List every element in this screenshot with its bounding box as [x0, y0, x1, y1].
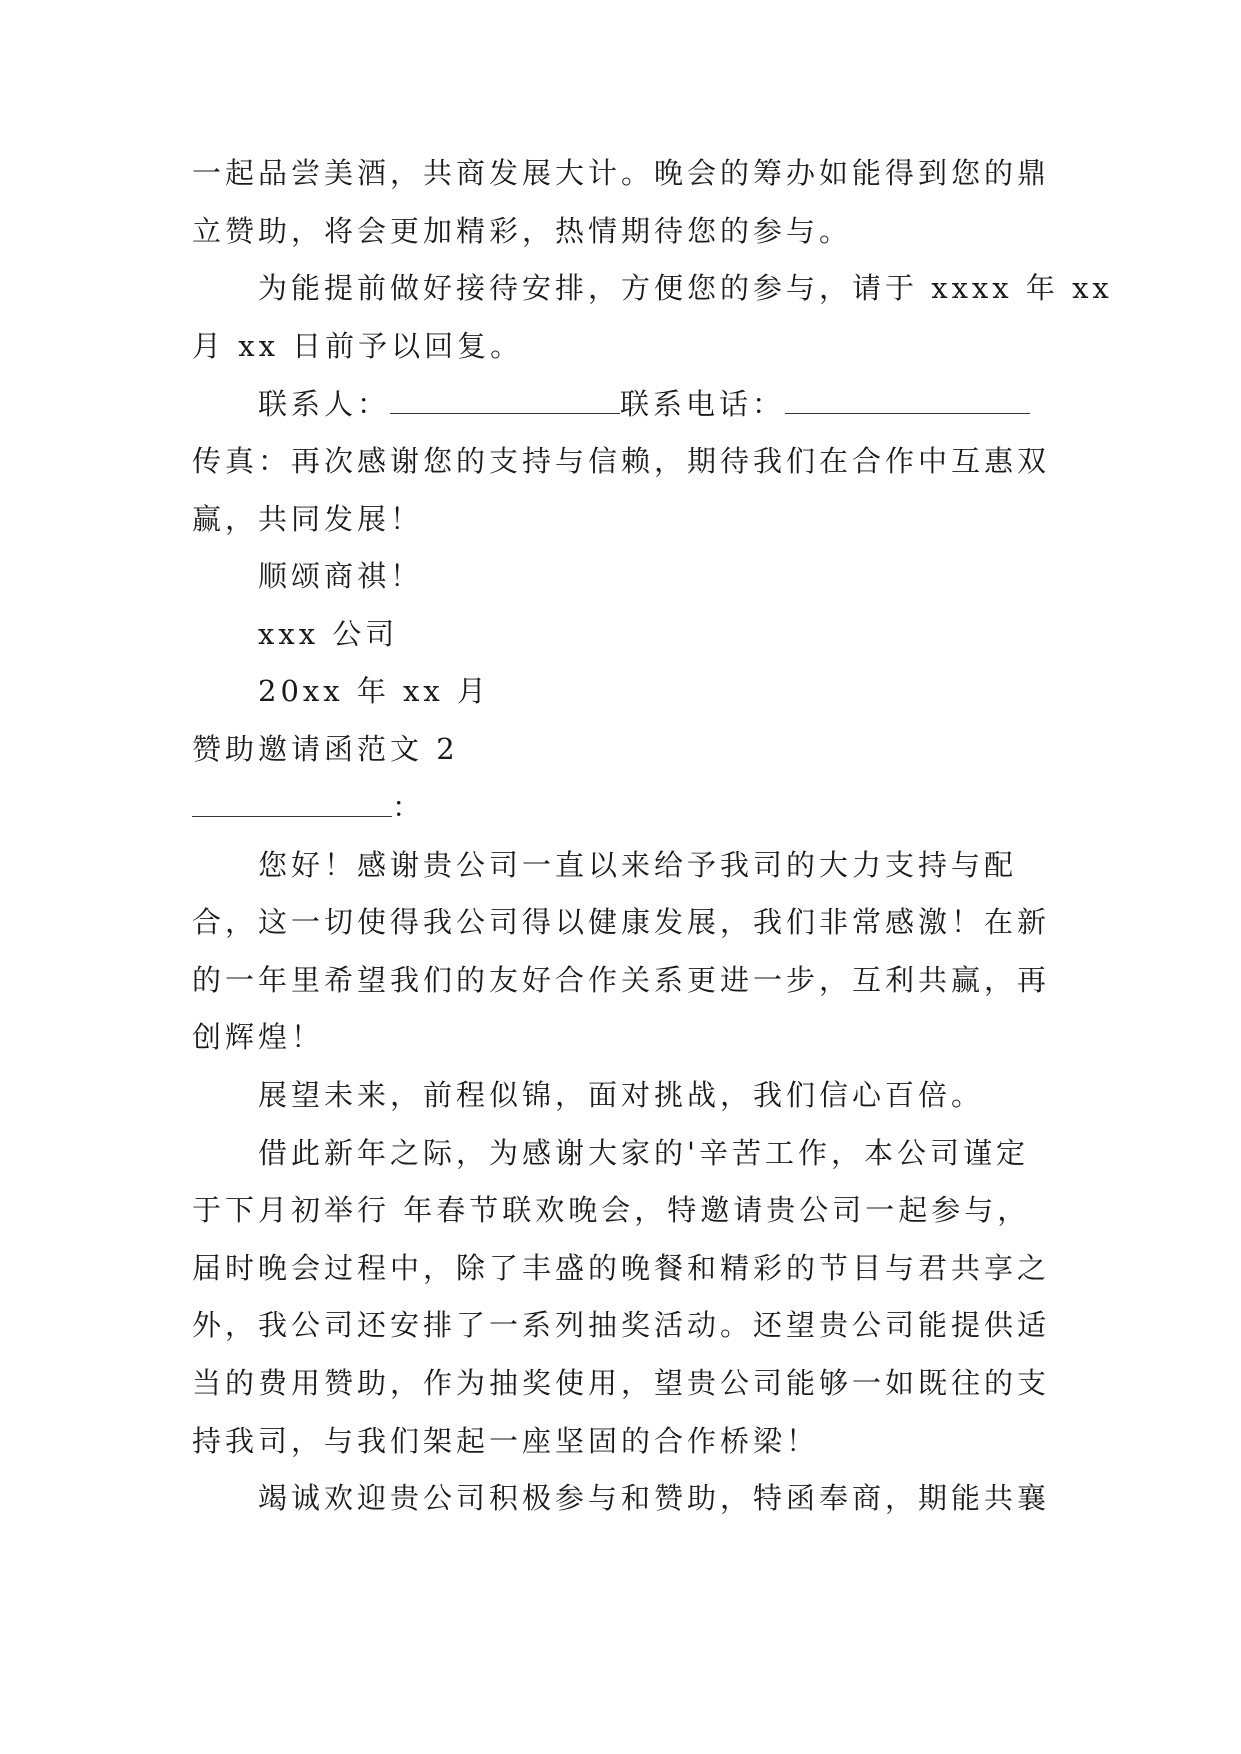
salutation-colon: ： [392, 790, 426, 824]
paragraph-line: 展望未来，前程似锦，面对挑战，我们信心百倍。 [258, 1078, 985, 1112]
salutation-blank [192, 790, 392, 817]
paragraph-line: 一起品尝美酒，共商发展大计。晚会的筹办如能得到您的鼎 [192, 156, 1051, 190]
phone-label: 联系电话： [620, 387, 786, 421]
paragraph-line: 持我司，与我们架起一座坚固的合作桥梁！ [192, 1424, 820, 1458]
paragraph-line: 您好！感谢贵公司一直以来给予我司的大力支持与配 [258, 848, 1018, 882]
signature-company: xxx 公司 [258, 617, 399, 651]
paragraph-line: 为能提前做好接待安排，方便您的参与，请于 xxxx 年 xx [258, 271, 1113, 305]
paragraph-line: 外，我公司还安排了一系列抽奖活动。还望贵公司能提供适 [192, 1308, 1051, 1342]
paragraph-line: 借此新年之际，为感谢大家的'辛苦工作，本公司谨定 [258, 1136, 1029, 1170]
paragraph-line: 于下月初举行 年春节联欢晚会，特邀请贵公司一起参与， [192, 1193, 1031, 1227]
paragraph-line: 传真：再次感谢您的支持与信赖，期待我们在合作中互惠双 [192, 444, 1051, 478]
section-title: 赞助邀请函范文 2 [192, 732, 459, 766]
paragraph-line: 月 xx 日前予以回复。 [192, 329, 524, 363]
phone-blank [785, 387, 1030, 414]
paragraph-line: 竭诚欢迎贵公司积极参与和赞助，特函奉商，期能共襄 [258, 1481, 1051, 1515]
paragraph-line: 当的费用赞助，作为抽奖使用，望贵公司能够一如既往的支 [192, 1366, 1051, 1400]
closing-line: 顺颂商祺！ [258, 559, 424, 593]
signature-date: 20xx 年 xx 月 [258, 674, 490, 708]
paragraph-line: 合，这一切使得我公司得以健康发展，我们非常感激！在新 [192, 905, 1051, 939]
contact-label: 联系人： [258, 387, 391, 421]
contact-line [258, 384, 1030, 424]
paragraph-line: 创辉煌！ [192, 1020, 325, 1054]
paragraph-line: 的一年里希望我们的友好合作关系更进一步，互利共赢，再 [192, 963, 1051, 997]
contact-blank [390, 387, 620, 414]
paragraph-line: 赢，共同发展！ [192, 502, 424, 536]
paragraph-line: 立赞助，将会更加精彩，热情期待您的参与。 [192, 214, 853, 248]
salutation-line [192, 787, 425, 827]
paragraph-line: 届时晚会过程中，除了丰盛的晚餐和精彩的节目与君共享之 [192, 1251, 1051, 1285]
